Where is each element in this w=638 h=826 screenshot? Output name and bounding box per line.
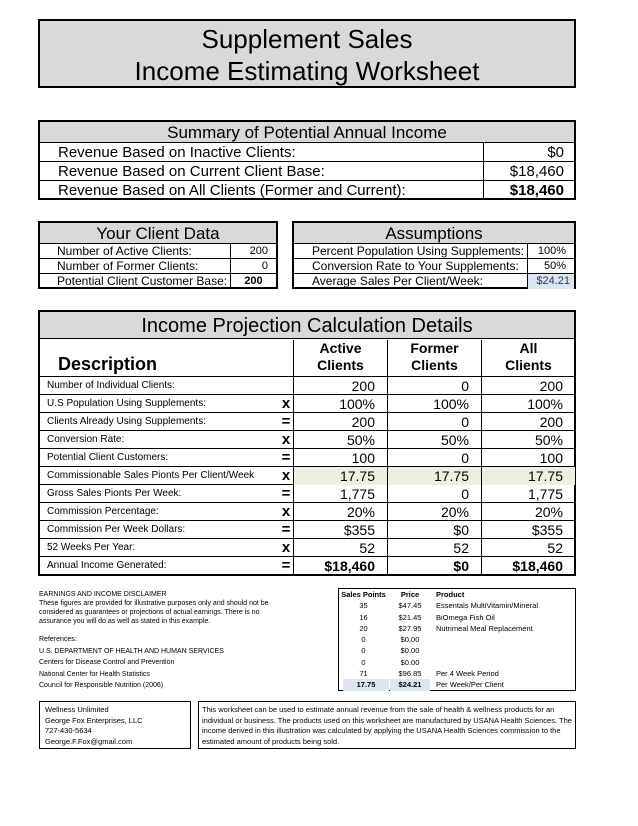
customer-base-value: 200 [230,274,276,289]
sales-points-cell: 20 [359,623,368,633]
reference-item: National Center for Health Statistics [39,670,150,678]
sales-points-row [339,600,575,611]
contact-box [39,701,191,749]
price-cell: $21.45 [398,612,422,622]
title-line-2: Income Estimating Worksheet [134,56,480,86]
population-percent-input[interactable]: 100% [527,244,574,259]
projection-row-label: Potential Client Customers: [47,452,169,463]
projection-cell: 20% [293,503,387,521]
client-data-header: Your Client Data [40,223,276,244]
assumption-row-population [294,244,574,259]
sales-points-row [339,657,575,668]
projection-header: Income Projection Calculation Details [40,312,574,339]
assumptions-table [292,221,576,289]
client-label: Number of Former Clients: [57,259,199,273]
references-title: References: [39,636,77,643]
sales-points-cell: 17.75 [343,679,389,690]
projection-cell: 100% [293,395,387,413]
sales-points-cell: 35 [359,601,368,611]
projection-row [40,395,574,413]
disclaimer-title: EARNINGS AND INCOME DISCLAIMER [39,591,167,598]
projection-row [40,521,574,539]
projection-row-label: 52 Weeks Per Year: [47,542,136,553]
price-cell: $27.95 [398,623,422,633]
contact-email: George.F.Fox@gmail.com [45,736,133,746]
projection-cell: 100 [293,449,387,467]
column-header-former: Former Clients [387,340,481,377]
price-cell: $47.45 [398,601,422,611]
projection-cell: 20% [387,503,481,521]
product-cell: Nutrimeal Meal Replacement [436,623,533,633]
price-header: Price [400,590,420,599]
client-row-base [40,274,276,289]
projection-rows [40,377,574,575]
projection-cell: 1,775 [481,485,575,503]
projection-row [40,485,574,503]
summary-label: Revenue Based on All Clients (Former and Current): [58,182,406,199]
operator-symbol: = [281,449,291,466]
projection-cell: 1,775 [293,485,387,503]
projection-cell: 20% [481,503,575,521]
description-header: Description [58,354,158,374]
disclaimer-text: considered as guarantees or projections of actual earnings. There is no [39,609,260,616]
price-cell: $0.00 [400,635,420,645]
projection-cell: $355 [481,521,575,539]
assumptions-header: Assumptions [294,223,574,244]
sales-points-row [339,623,575,634]
worksheet-title [38,19,576,88]
projection-cell: 52 [293,539,387,557]
summary-value: $18,460 [483,181,574,200]
projection-row-label: U.S Population Using Supplements: [47,398,206,409]
operator-symbol: = [281,521,291,538]
contact-llc: George Fox Enterprises, LLC [45,715,143,725]
operator-symbol: x [281,539,291,556]
projection-cell: 100 [481,449,575,467]
projection-cell: 52 [481,539,575,557]
projection-cell: 200 [481,377,575,395]
price-cell: $0.00 [400,646,420,656]
summary-value: $0 [483,143,574,162]
projection-cell: $355 [293,521,387,539]
price-cell: $24.21 [390,679,430,690]
assumption-label: Average Sales Per Client/Week: [312,274,483,288]
avg-sales-value: $24.21 [527,274,574,289]
projection-row [40,449,574,467]
active-clients-input[interactable]: 200 [230,244,276,259]
operator-symbol: x [281,467,291,484]
product-cell: Per 4 Week Period [436,669,499,679]
projection-row [40,557,574,575]
projection-row [40,377,574,395]
column-header-all: All Clients [481,340,575,377]
disclaimer-text: assurance you will do as well as stated in this example. [39,618,211,625]
product-cell: Essentals MultiVitamin/Mineral [436,601,538,611]
assumption-label: Percent Population Using Supplements: [312,244,525,258]
summary-value: $18,460 [483,162,574,181]
client-data-table [38,221,278,289]
summary-row-current [40,162,574,181]
operator-symbol: = [281,557,291,574]
projection-row-label: Gross Sales Pionts Per Week: [47,488,182,499]
summary-label: Revenue Based on Current Client Base: [58,163,325,180]
summary-header: Summary of Potential Annual Income [40,122,574,143]
references [39,634,224,692]
projection-row-label: Annual Income Generated: [47,560,167,571]
projection-row [40,413,574,431]
former-clients-input[interactable]: 0 [230,259,276,274]
sales-points-table [338,588,576,691]
sales-points-header-row [339,589,575,600]
sales-points-row [339,679,575,690]
projection-cell: 200 [293,413,387,431]
operator-symbol: x [281,431,291,448]
summary-row-inactive [40,143,574,162]
projection-cell: 17.75 [387,467,481,485]
projection-cell: 50% [387,431,481,449]
contact-phone: 727-430-5634 [45,726,92,735]
projection-cell: 0 [387,449,481,467]
projection-cell: 0 [387,485,481,503]
projection-cell: $18,460 [481,557,575,575]
projection-cell: 0 [387,413,481,431]
contact-company: Wellness Unlimited [45,705,109,714]
sales-points-header: Sales Points [341,590,386,599]
projection-cell: 50% [293,431,387,449]
projection-column-headers [40,339,574,377]
projection-cell: 100% [387,395,481,413]
projection-cell: 100% [481,395,575,413]
projection-cell: 50% [481,431,575,449]
assumption-row-avg-sales [294,274,574,289]
reference-item: U.S. DEPARTMENT OF HEALTH AND HUMAN SERVICES [39,647,224,655]
projection-row-label: Conversion Rate: [47,434,125,445]
client-label: Number of Active Clients: [57,244,192,258]
title-line-1: Supplement Sales [201,24,413,54]
projection-cell: $18,460 [293,557,387,575]
price-cell: $96.85 [398,669,422,679]
projection-row [40,467,574,485]
projection-row-label: Commission Per Week Dollars: [47,524,186,535]
operator-symbol: = [281,485,291,502]
reference-item: Centers for Disease Control and Prevention [39,659,175,666]
projection-table [38,310,576,576]
projection-row-label: Number of Individual Clients: [47,380,175,391]
projection-row-label: Commissionable Sales Pionts Per Client/Week [47,470,255,481]
disclaimer [39,590,329,626]
operator-symbol: = [281,413,291,430]
disclaimer-text: These figures are provided for illustrative purposes only and should not be [39,600,269,607]
conversion-rate-input[interactable]: 50% [527,259,574,274]
sales-points-cell: 0 [361,635,366,645]
sales-points-row [339,668,575,679]
summary-row-all [40,181,574,200]
sales-points-row [339,645,575,656]
sales-points-row [339,612,575,623]
sales-points-cell: 0 [361,646,366,656]
assumption-row-conversion [294,259,574,274]
assumption-label: Conversion Rate to Your Supplements: [312,259,519,273]
projection-row [40,431,574,449]
projection-cell: 200 [481,413,575,431]
client-row-active [40,244,276,259]
sales-points-row [339,634,575,645]
product-header: Product [436,590,465,599]
projection-row [40,503,574,521]
operator-symbol: x [281,395,291,412]
projection-cell: 200 [293,377,387,395]
summary-table [38,120,576,200]
sales-points-cell: 16 [359,612,368,622]
projection-row-label: Clients Already Using Supplements: [47,416,206,427]
client-label: Potential Client Customer Base: [57,274,228,288]
sales-points-cell: 0 [361,657,366,667]
projection-cell: 17.75 [481,467,575,485]
product-cell: BiOmega Fish Oil [436,612,495,622]
column-header-active: Active Clients [293,340,387,377]
sales-points-cell: 71 [359,669,368,679]
reference-item: Council for Responsible Nutrition (2006) [39,682,164,689]
product-cell: Per Week/Per Client [436,680,504,690]
price-cell: $0.00 [400,657,420,667]
client-row-former [40,259,276,274]
projection-cell: $0 [387,521,481,539]
projection-row [40,539,574,557]
about-note: This worksheet can be used to estimate annual revenue from the sale of health & wellness products for an individual or business. The products used on this worksheet are manufactured by USANA Health Sciences. The income derived in this illustration was calculated by applying the USANA Health Sciences commission to the estimated amount of products being sold. [198,701,576,749]
projection-cell: 52 [387,539,481,557]
summary-label: Revenue Based on Inactive Clients: [58,144,296,161]
projection-cell: 0 [387,377,481,395]
projection-row-label: Commission Percentage: [47,506,159,517]
projection-cell: $0 [387,557,481,575]
projection-cell: 17.75 [293,467,387,485]
operator-symbol: x [281,503,291,520]
